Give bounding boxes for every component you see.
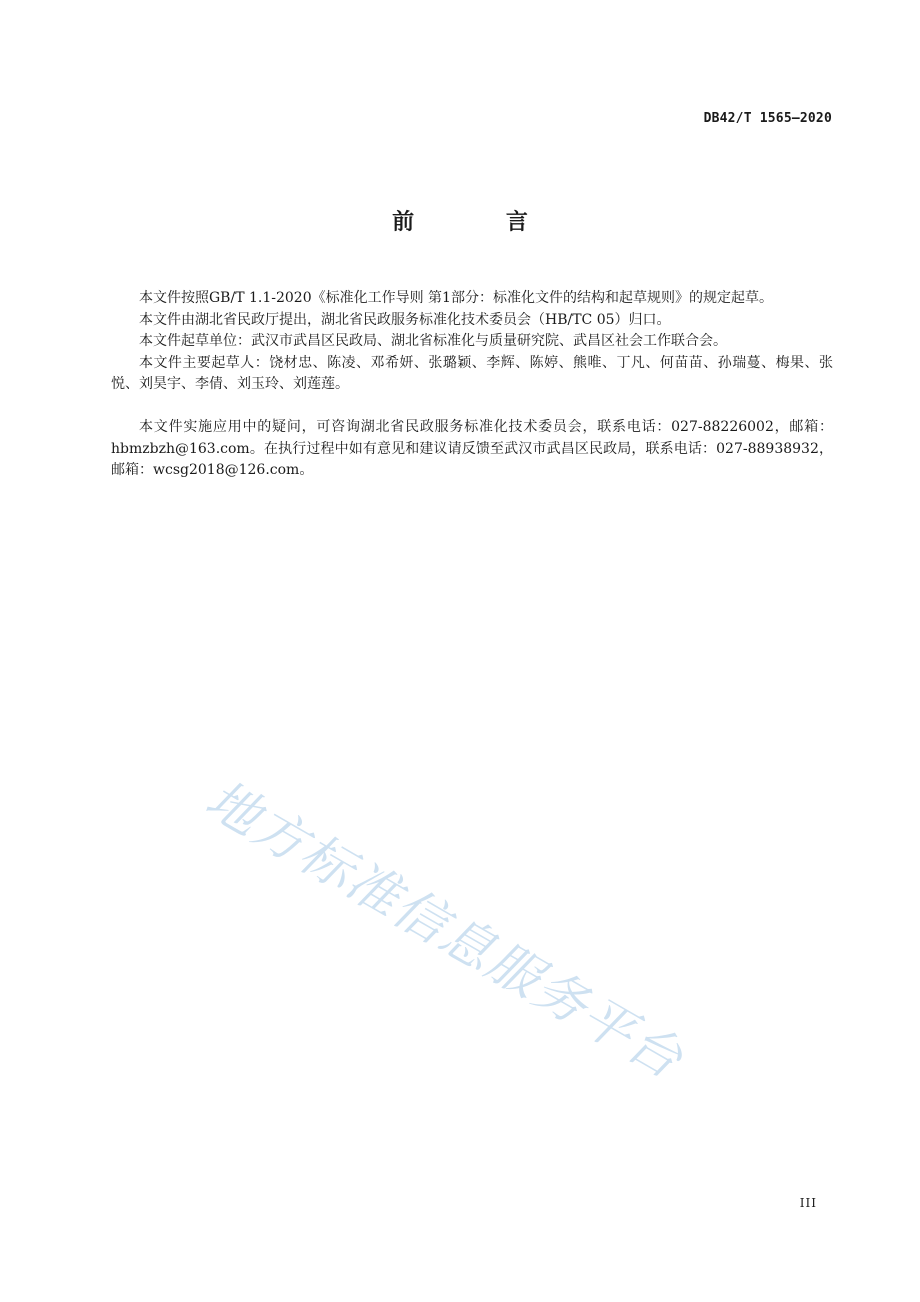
foreword-body: [111, 288, 833, 482]
paragraph-drafters: 本文件主要起草人：饶材忠、陈凌、邓希妍、张璐颖、李辉、陈婷、熊唯、丁凡、何苗苗、孙瑞蔓、梅果、张悦、刘昊宇、李倩、刘玉玲、刘莲莲。: [111, 354, 833, 392]
page-number: III: [799, 1196, 817, 1210]
paragraph-drafting-units: 本文件起草单位：武汉市武昌区民政局、湖北省标准化与质量研究院、武昌区社会工作联合会。: [139, 333, 727, 349]
paragraph-proposer: 本文件由湖北省民政厅提出，湖北省民政服务标准化技术委员会（HB/TC 05）归口。: [139, 311, 671, 328]
paragraph-contact: 本文件实施应用中的疑问，可咨询湖北省民政服务标准化技术委员会，联系电话：027-88226002，邮箱：hbmzbzh@163.com。在执行过程中如有意见和建议请反馈至武汉市武昌区民政局，联系电话：027-88938932，邮箱：wcsg2018@126.com。: [111, 419, 833, 478]
watermark: 地方标准信息服务平台: [195, 769, 694, 1092]
document-code: DB42/T 1565—2020: [703, 111, 832, 126]
paragraph-drafting-rules: 本文件按照GB/T 1.1-2020《标准化工作导则 第1部分：标准化文件的结构和起草规则》的规定起草。: [139, 290, 773, 306]
page-title: 前 言: [392, 210, 570, 235]
